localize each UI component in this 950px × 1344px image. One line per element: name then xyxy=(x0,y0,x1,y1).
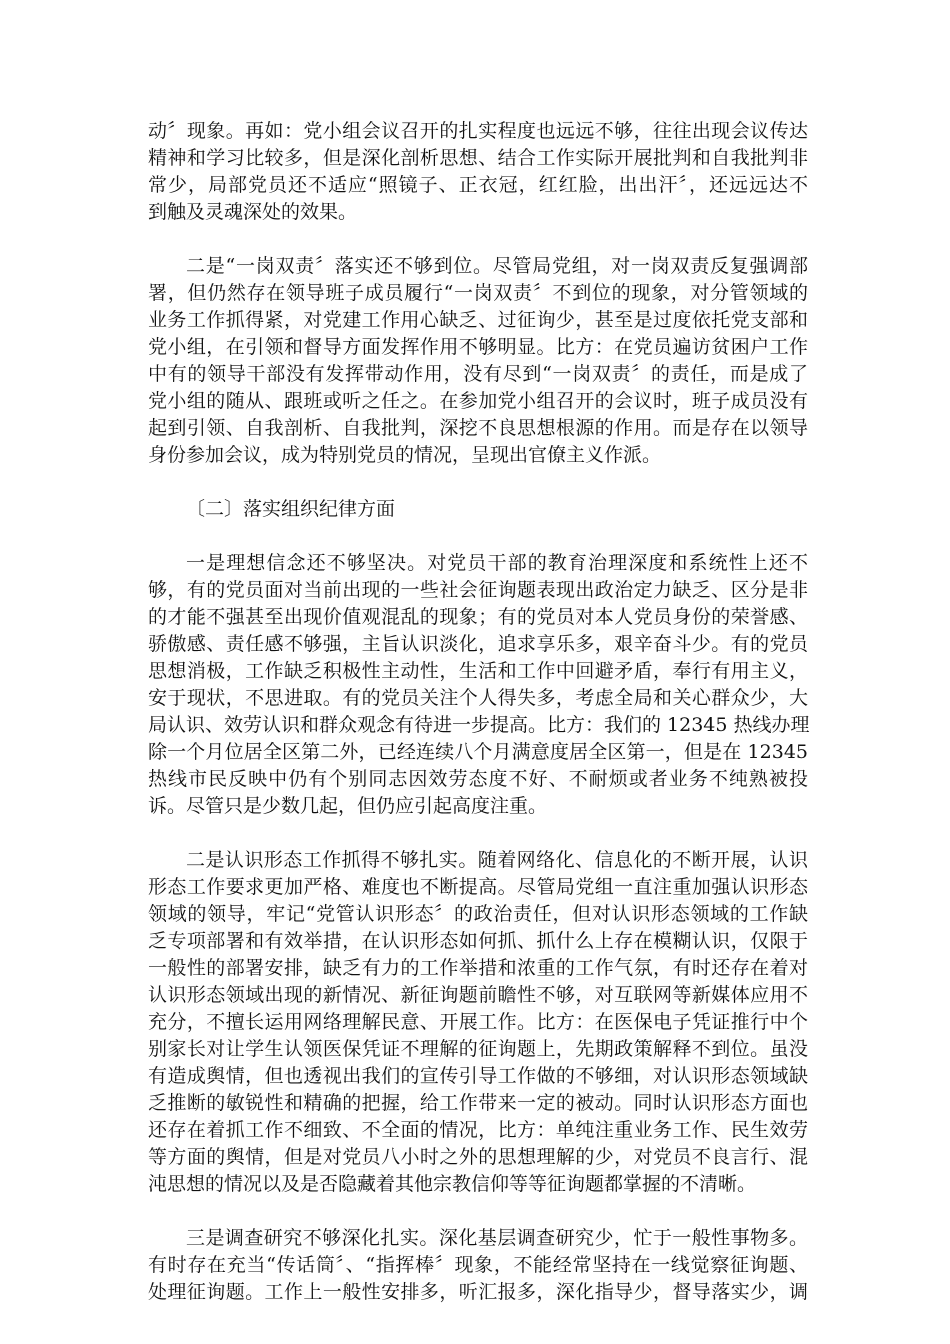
text-line: 身份参加会议，成为特别党员的情况，呈现出官僚主义作派。 xyxy=(148,444,662,466)
text-line: 够，有的党员面对当前出现的一些社会征询题表现出政治定力缺乏、区分是非 xyxy=(148,579,808,601)
text-line: 领域的领导，牢记“党管认识形态〞的政治责任，但对认识形态领域的工作缺 xyxy=(148,903,808,925)
text-line: 有时存在充当“传话筒〞、“指挥棒〞现象，不能经常坚持在一线觉察征询题、 xyxy=(148,1254,808,1276)
text-line: 思想消极，工作缺乏积极性主动性，生活和工作中回避矛盾，奉行有用主义， xyxy=(148,660,808,682)
text-line: 乏专项部署和有效举措，在认识形态如何抓、抓什么上存在模糊认识，仅限于 xyxy=(148,930,808,952)
text-line: 安于现状，不思进取。有的党员关注个人得失多，考虑全局和关心群众少，大 xyxy=(148,687,808,709)
text-line: 骄傲感、责任感不够强，主旨认识淡化，追求享乐多，艰辛奋斗少。有的党员 xyxy=(148,633,808,655)
text-line: 常少，局部党员还不适应“照镜子、正衣冠，红红脸，出出汗〞，还远远达不 xyxy=(148,174,808,196)
text-line: 处理征询题。工作上一般性安排多，听汇报多，深化指导少，督导落实少，调 xyxy=(148,1281,808,1303)
text-line: 诉。尽管只是少数几起，但仍应引起高度注重。 xyxy=(148,795,548,817)
text-line: 有造成舆情，但也透视出我们的宣传引导工作做的不够细，对认识形态领域缺 xyxy=(148,1065,808,1087)
text-line: 等方面的舆情，但是对党员八小时之外的思想理解的少，对党员不良言行、混 xyxy=(148,1146,808,1168)
text-line: 乏推断的敏锐性和精确的把握，给工作带来一定的被动。同时认识形态方面也 xyxy=(148,1092,808,1114)
text-line: 除一个月位居全区第二外，已经连续八个月满意度居全区第一，但是在 12345 xyxy=(148,741,808,763)
text-line: 到触及灵魂深处的效果。 xyxy=(148,201,358,223)
text-line: 党小组的随从、跟班或听之任之。在参加党小组召开的会议时，班子成员没有 xyxy=(148,390,808,412)
text-line: 热线市民反映中仍有个别同志因效劳态度不好、不耐烦或者业务不纯熟被投 xyxy=(148,768,808,790)
text-line: 的才能不强甚至出现价值观混乱的现象；有的党员对本人党员身份的荣誉感、 xyxy=(148,606,808,628)
paragraph xyxy=(148,847,808,1198)
text-line: 还存在着抓工作不细致、不全面的情况，比方：单纯注重业务工作、民生效劳 xyxy=(148,1119,808,1141)
text-line: 二是认识形态工作抓得不够扎实。随着网络化、信息化的不断开展，认识 xyxy=(186,849,808,871)
paragraph xyxy=(148,550,808,820)
text-line: 署，但仍然存在领导班子成员履行“一岗双责〞不到位的现象，对分管领域的 xyxy=(148,282,808,304)
text-line: 沌思想的情况以及是否隐藏着其他宗教信仰等等征询题都掌握的不清晰。 xyxy=(148,1173,757,1195)
text-line: 形态工作要求更加严格、难度也不断提高。尽管局党组一直注重加强认识形态 xyxy=(148,876,808,898)
text-line: 二是“一岗双责〞落实还不够到位。尽管局党组，对一岗双责反复强调部 xyxy=(186,255,808,277)
text-line: 精神和学习比较多，但是深化剖析思想、结合工作实际开展批判和自我批判非 xyxy=(148,147,808,169)
text-line: 别家长对让学生认领医保凭证不理解的征询题上，先期政策解释不到位。虽没 xyxy=(148,1038,808,1060)
paragraph xyxy=(148,1225,808,1306)
text-line: 动〞现象。再如：党小组会议召开的扎实程度也远远不够，往往出现会议传达 xyxy=(148,120,808,142)
text-line: 一般性的部署安排，缺乏有力的工作举措和浓重的工作气氛，有时还存在着对 xyxy=(148,957,808,979)
paragraph xyxy=(148,118,808,226)
text-line: 认识形态领域出现的新情况、新征询题前瞻性不够，对互联网等新媒体应用不 xyxy=(148,984,808,1006)
text-line: 三是调查研究不够深化扎实。深化基层调查研究少，忙于一般性事物多。 xyxy=(186,1227,808,1249)
text-line: 充分，不擅长运用网络理解民意、开展工作。比方：在医保电子凭证推行中个 xyxy=(148,1011,808,1033)
text-line: 起到引领、自我剖析、自我批判，深挖不良思想根源的作用。而是存在以领导 xyxy=(148,417,808,439)
paragraph xyxy=(148,253,808,469)
text-line: 党小组，在引领和督导方面发挥作用不够明显。比方：在党员遍访贫困户工作 xyxy=(148,336,808,358)
document-page xyxy=(148,118,808,1333)
text-line: 业务工作抓得紧，对党建工作用心缺乏、过征询少，甚至是过度依托党支部和 xyxy=(148,309,808,331)
text-line: 一是理想信念还不够坚决。对党员干部的教育治理深度和系统性上还不 xyxy=(186,552,808,574)
section-heading: 〔二〕落实组织纪律方面 xyxy=(186,498,396,520)
text-line: 中有的领导干部没有发挥带动作用，没有尽到“一岗双责〞的责任，而是成了 xyxy=(148,363,808,385)
text-line: 局认识、效劳认识和群众观念有待进一步提高。比方：我们的 12345 热线办理 xyxy=(148,714,810,736)
